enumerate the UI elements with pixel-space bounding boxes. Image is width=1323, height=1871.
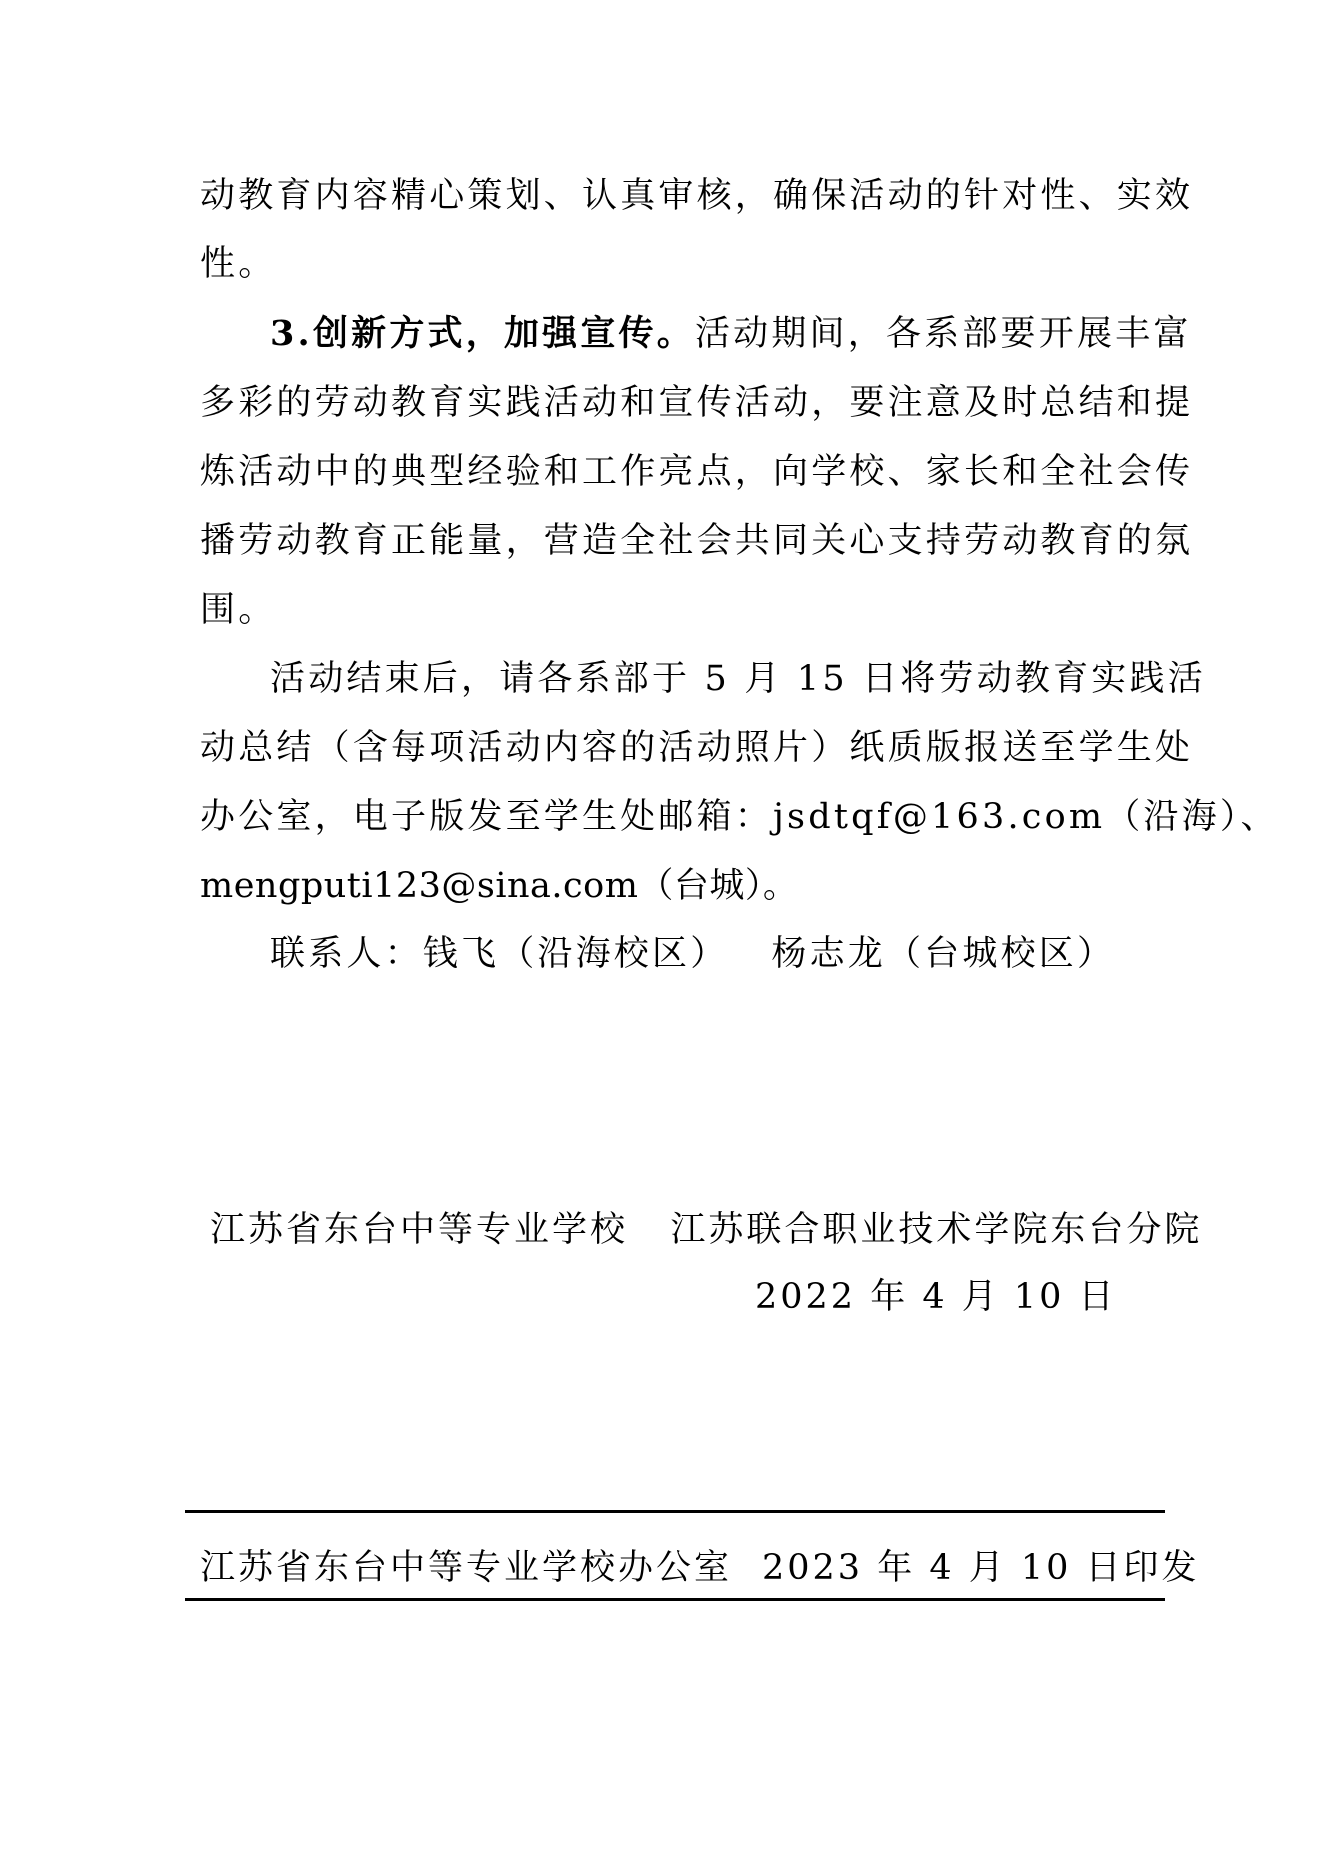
paragraph-3-line-2: 动总结（含每项活动内容的活动照片）纸质版报送至学生处 [200,728,1194,768]
signature-organizations: 江苏省东台中等专业学校 江苏联合职业技术学院东台分院 [210,1210,1203,1250]
footer-top-rule [185,1510,1165,1513]
paragraph-1-line-2: 性。 [200,244,277,284]
section-heading: 3.创新方式，加强宣传。 [270,313,695,354]
paragraph-2-line-2: 多彩的劳动教育实践活动和宣传活动，要注意及时总结和提 [200,383,1194,423]
paragraph-3-line-4: mengputi123@sina.com（台城）。 [200,866,799,906]
paragraph-2-line-5: 围。 [200,590,277,630]
footer-issuer: 江苏省东台中等专业学校办公室 [200,1548,733,1588]
paragraph-2-line-3: 炼活动中的典型经验和工作亮点，向学校、家长和全社会传 [200,452,1194,492]
contact-line: 联系人：钱飞（沿海校区） 杨志龙（台城校区） [270,934,1116,974]
footer-bottom-rule [185,1598,1165,1601]
paragraph-2-line-4: 播劳动教育正能量，营造全社会共同关心支持劳动教育的氛 [200,521,1194,561]
footer-issue-date: 2023 年 4 月 10 日印发 [762,1548,1200,1588]
paragraph-3-line-1: 活动结束后，请各系部于 5 月 15 日将劳动教育实践活 [270,659,1206,699]
paragraph-3-line-3: 办公室，电子版发至学生处邮箱：jsdtqf@163.com（沿海）、 [200,797,1279,837]
signature-date: 2022 年 4 月 10 日 [755,1277,1117,1317]
paragraph-1-line-1: 动教育内容精心策划、认真审核，确保活动的针对性、实效 [200,176,1194,216]
paragraph-2-line-1: 3.创新方式，加强宣传。活动期间，各系部要开展丰富 [270,313,1192,354]
